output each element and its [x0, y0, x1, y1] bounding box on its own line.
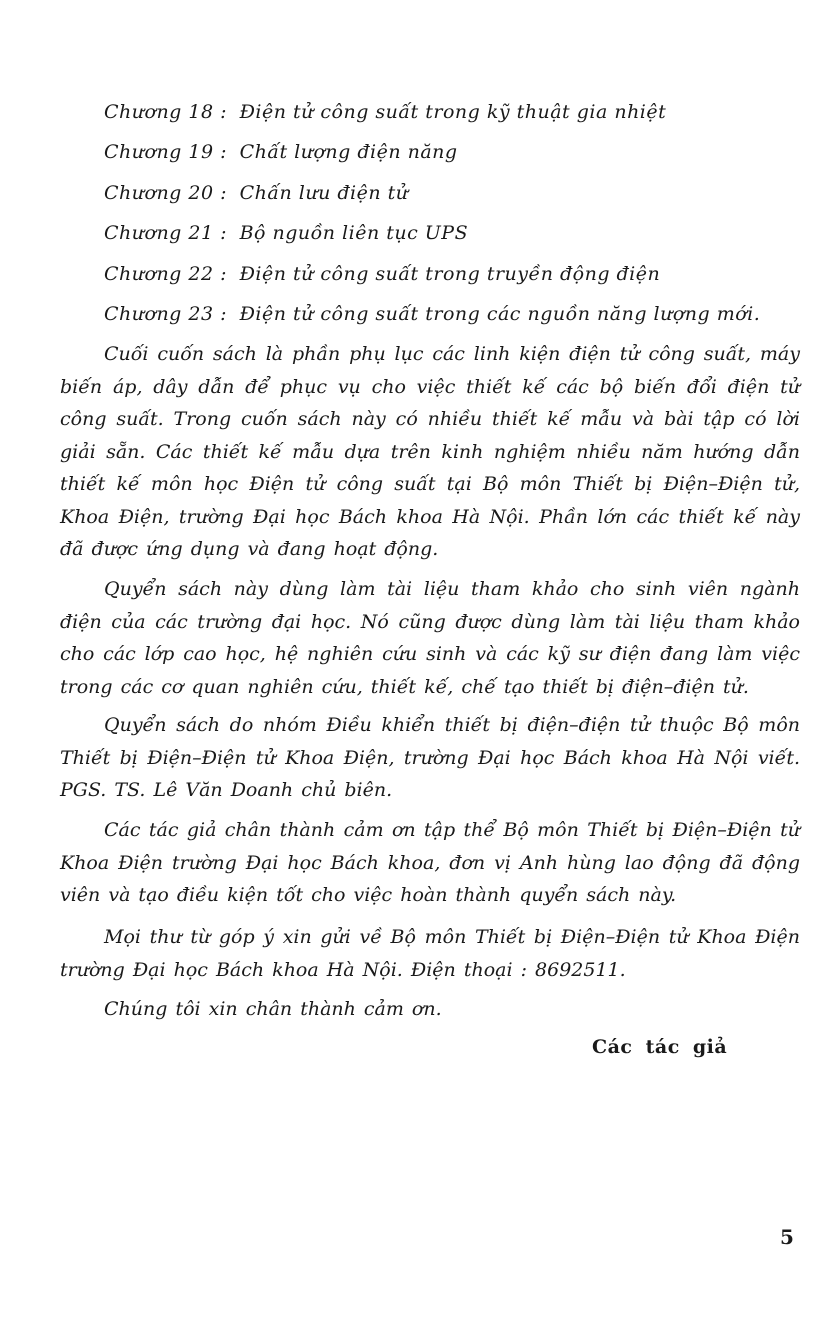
chapter-title: Bộ nguồn liên tục UPS — [239, 222, 469, 244]
paragraph-authors-group: Quyển sách do nhóm Điều khiển thiết bị điện–điện tử thuộc Bộ môn Thiết bị Điện–Điện tử Khoa Điện, trường Đại học Bách khoa Hà Nội viết. PGS. TS. Lê Văn Doanh chủ biên. — [60, 714, 800, 801]
chapter-line-19 — [104, 140, 458, 164]
chapter-title: Điện tử công suất trong truyền động điện — [239, 263, 661, 285]
chapter-label: Chương 20 : — [104, 182, 228, 204]
chapter-line-20 — [104, 181, 408, 205]
chapter-line-21 — [104, 221, 468, 245]
chapter-label: Chương 22 : — [104, 263, 228, 285]
chapter-label: Chương 21 : — [104, 222, 228, 244]
chapter-label: Chương 18 : — [104, 101, 228, 123]
paragraph-appendix: Cuối cuốn sách là phần phụ lục các linh kiện điện tử công suất, máy biến áp, dây dẫn để phục vụ cho việc thiết kế các bộ biến đổi điện tử công suất. Trong cuốn sách này có nhiều thiết kế mẫu và bài tập có lời giải sẵn. Các thiết kế mẫu dựa trên kinh nghiệm nhiều năm hướng dẫn thiết kế môn học Điện tử công suất tại Bộ môn Thiết bị Điện–Điện tử, Khoa Điện, trường Đại học Bách khoa Hà Nội. Phần lớn các thiết kế này đã được ứng dụng và đang hoạt động. — [60, 343, 800, 560]
paragraph-closing: Chúng tôi xin chân thành cảm ơn. — [104, 998, 442, 1020]
page-number: 5 — [780, 1225, 794, 1249]
chapter-title: Chất lượng điện năng — [239, 141, 458, 163]
chapter-title: Điện tử công suất trong các nguồn năng lượng mới. — [239, 303, 761, 325]
chapter-title: Điện tử công suất trong kỹ thuật gia nhiệt — [239, 101, 667, 123]
paragraph-audience: Quyển sách này dùng làm tài liệu tham khảo cho sinh viên ngành điện của các trường đại học. Nó cũng được dùng làm tài liệu tham khảo cho các lớp cao học, hệ nghiên cứu sinh và các kỹ sư điện đang làm việc trong các cơ quan nghiên cứu, thiết kế, chế tạo thiết bị điện–điện tử. — [60, 578, 800, 698]
chapter-label: Chương 19 : — [104, 141, 228, 163]
signature: Các tác giả — [592, 1036, 728, 1058]
chapter-title: Chấn lưu điện tử — [239, 182, 409, 204]
chapter-line-23 — [104, 302, 760, 326]
chapter-line-22 — [104, 262, 660, 286]
chapter-line-18 — [104, 100, 666, 124]
paragraph-contact: Mọi thư từ góp ý xin gửi về Bộ môn Thiết bị Điện–Điện tử Khoa Điện trường Đại học Bách khoa Hà Nội. Điện thoại : 8692511. — [60, 926, 800, 981]
paragraph-thanks: Các tác giả chân thành cảm ơn tập thể Bộ môn Thiết bị Điện–Điện tử Khoa Điện trường Đại học Bách khoa, đơn vị Anh hùng lao động đã động viên và tạo điều kiện tốt cho việc hoàn thành quyển sách này. — [60, 819, 800, 906]
chapter-label: Chương 23 : — [104, 303, 228, 325]
